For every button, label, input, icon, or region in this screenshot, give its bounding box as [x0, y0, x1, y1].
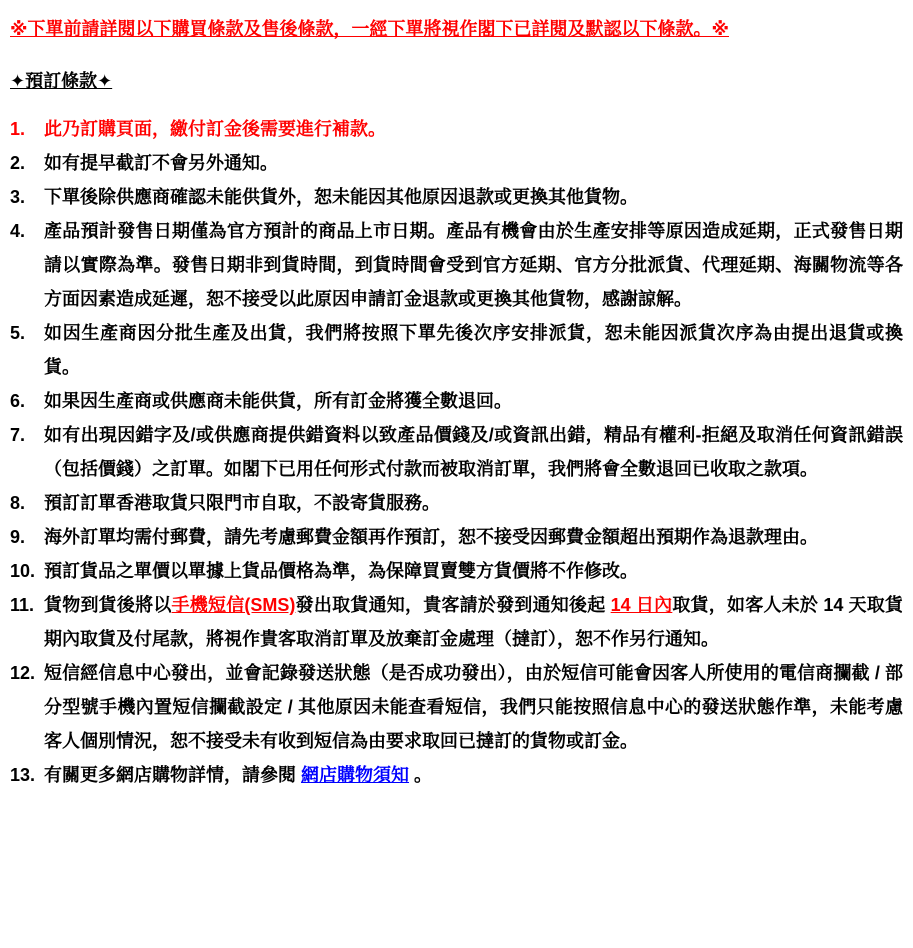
shop-purchase-notes-link[interactable]: 網店購物須知 — [301, 765, 409, 785]
term-number: 4. — [10, 221, 26, 241]
term-number: 3. — [10, 187, 26, 207]
term-text-segment: 發出取貨通知，貴客請於發到通知後起 — [295, 595, 611, 615]
term-item — [10, 588, 903, 656]
term-text-segment: 產品預計發售日期僅為官方預計的商品上市日期。產品有機會由於生產安排等原因造成延期，正式發售日期請以實際為準。發售日期非到貨時間，到貨時間會受到官方延期、官方分批派貨、代理延期、海關物流等各方面因素造成延遲，恕不接受以此原因申請訂金退款或更換其他貨物，感謝諒解。 — [44, 221, 903, 309]
term-text — [44, 214, 903, 316]
term-number: 2. — [10, 153, 26, 173]
term-text — [44, 146, 903, 180]
term-item — [10, 418, 903, 486]
term-text-segment: 預訂貨品之單價以單據上貨品價格為準，為保障買賣雙方貨價將不作修改。 — [44, 561, 638, 581]
term-text-segment: 如果因生產商或供應商未能供貨，所有訂金將獲全數退回。 — [44, 391, 512, 411]
term-number: 13. — [10, 765, 36, 785]
term-text — [44, 758, 903, 792]
terms-list — [10, 112, 903, 792]
term-text-segment: 如有出現因錯字及/或供應商提供錯資料以致產品價錢及/或資訊出錯，精品有權利-拒絕及取消任何資訊錯誤（包括價錢）之訂單。如閣下已用任何形式付款而被取消訂單，我們將會全數退回已收取之款項。 — [44, 425, 903, 479]
term-number: 6. — [10, 391, 26, 411]
term-text-segment: 下單後除供應商確認未能供貨外，恕未能因其他原因退款或更換其他貨物。 — [44, 187, 638, 207]
term-text — [44, 656, 903, 758]
term-item — [10, 554, 903, 588]
page-title: ※下單前請詳閱以下購買條款及售後條款，一經下單將視作閣下已詳閱及默認以下條款。※ — [10, 19, 729, 39]
term-text-segment: 有關更多網店購物詳情，請參閱 — [44, 765, 301, 785]
term-text — [44, 588, 903, 656]
term-number: 1. — [10, 119, 26, 139]
term-item — [10, 656, 903, 758]
term-text-segment: 如有提早截訂不會另外通知。 — [44, 153, 278, 173]
term-text-segment: 海外訂單均需付郵費，請先考慮郵費金額再作預訂，恕不接受因郵費金額超出預期作為退款理由。 — [44, 527, 818, 547]
term-item — [10, 146, 903, 180]
term-item — [10, 384, 903, 418]
term-number: 9. — [10, 527, 26, 547]
term-number: 11. — [10, 595, 35, 615]
term-number: 7. — [10, 425, 26, 445]
term-number: 12. — [10, 663, 36, 683]
term-item — [10, 180, 903, 214]
term-text — [44, 520, 903, 554]
term-item — [10, 112, 903, 146]
term-text-segment: 預訂訂單香港取貨只限門市自取，不設寄貨服務。 — [44, 493, 440, 513]
term-item — [10, 316, 903, 384]
term-text — [44, 112, 903, 146]
term-item — [10, 214, 903, 316]
term-number: 8. — [10, 493, 26, 513]
term-text-segment: 。 — [409, 765, 433, 785]
term-item — [10, 520, 903, 554]
term-text — [44, 418, 903, 486]
term-text — [44, 554, 903, 588]
term-text — [44, 316, 903, 384]
term-text — [44, 486, 903, 520]
term-number: 10. — [10, 561, 36, 581]
term-text — [44, 384, 903, 418]
term-text-segment: 如因生產商因分批生產及出貨，我們將按照下單先後次序安排派貨，恕未能因派貨次序為由提出退貨或換貨。 — [44, 323, 903, 377]
highlighted-text: 14 日內 — [610, 595, 673, 615]
highlighted-text: 手機短信(SMS) — [171, 595, 296, 615]
term-text — [44, 180, 903, 214]
term-text-segment: 短信經信息中心發出，並會記錄發送狀態（是否成功發出），由於短信可能會因客人所使用的電信商攔截 / 部分型號手機內置短信攔截設定 / 其他原因未能查看短信，我們只能按照信息中心的發送狀態作準，未能考慮客人個別情況，恕不接受未有收到短信為由要求取回已撻訂的貨物或訂金。 — [44, 663, 903, 751]
section-header-preorder-terms: ✦預訂條款✦ — [10, 71, 113, 91]
term-item — [10, 486, 903, 520]
term-number: 5. — [10, 323, 26, 343]
term-text-segment: 此乃訂購頁面，繳付訂金後需要進行補款。 — [44, 119, 386, 139]
term-item — [10, 758, 903, 792]
term-text-segment: 取貨，如客人未於 14 天取貨期內取貨及付尾款，將視作貴客取消訂單及放棄訂金處理（撻訂），恕不作另行通知。 — [44, 595, 904, 649]
term-text-segment: 貨物到貨後將以 — [44, 595, 172, 615]
